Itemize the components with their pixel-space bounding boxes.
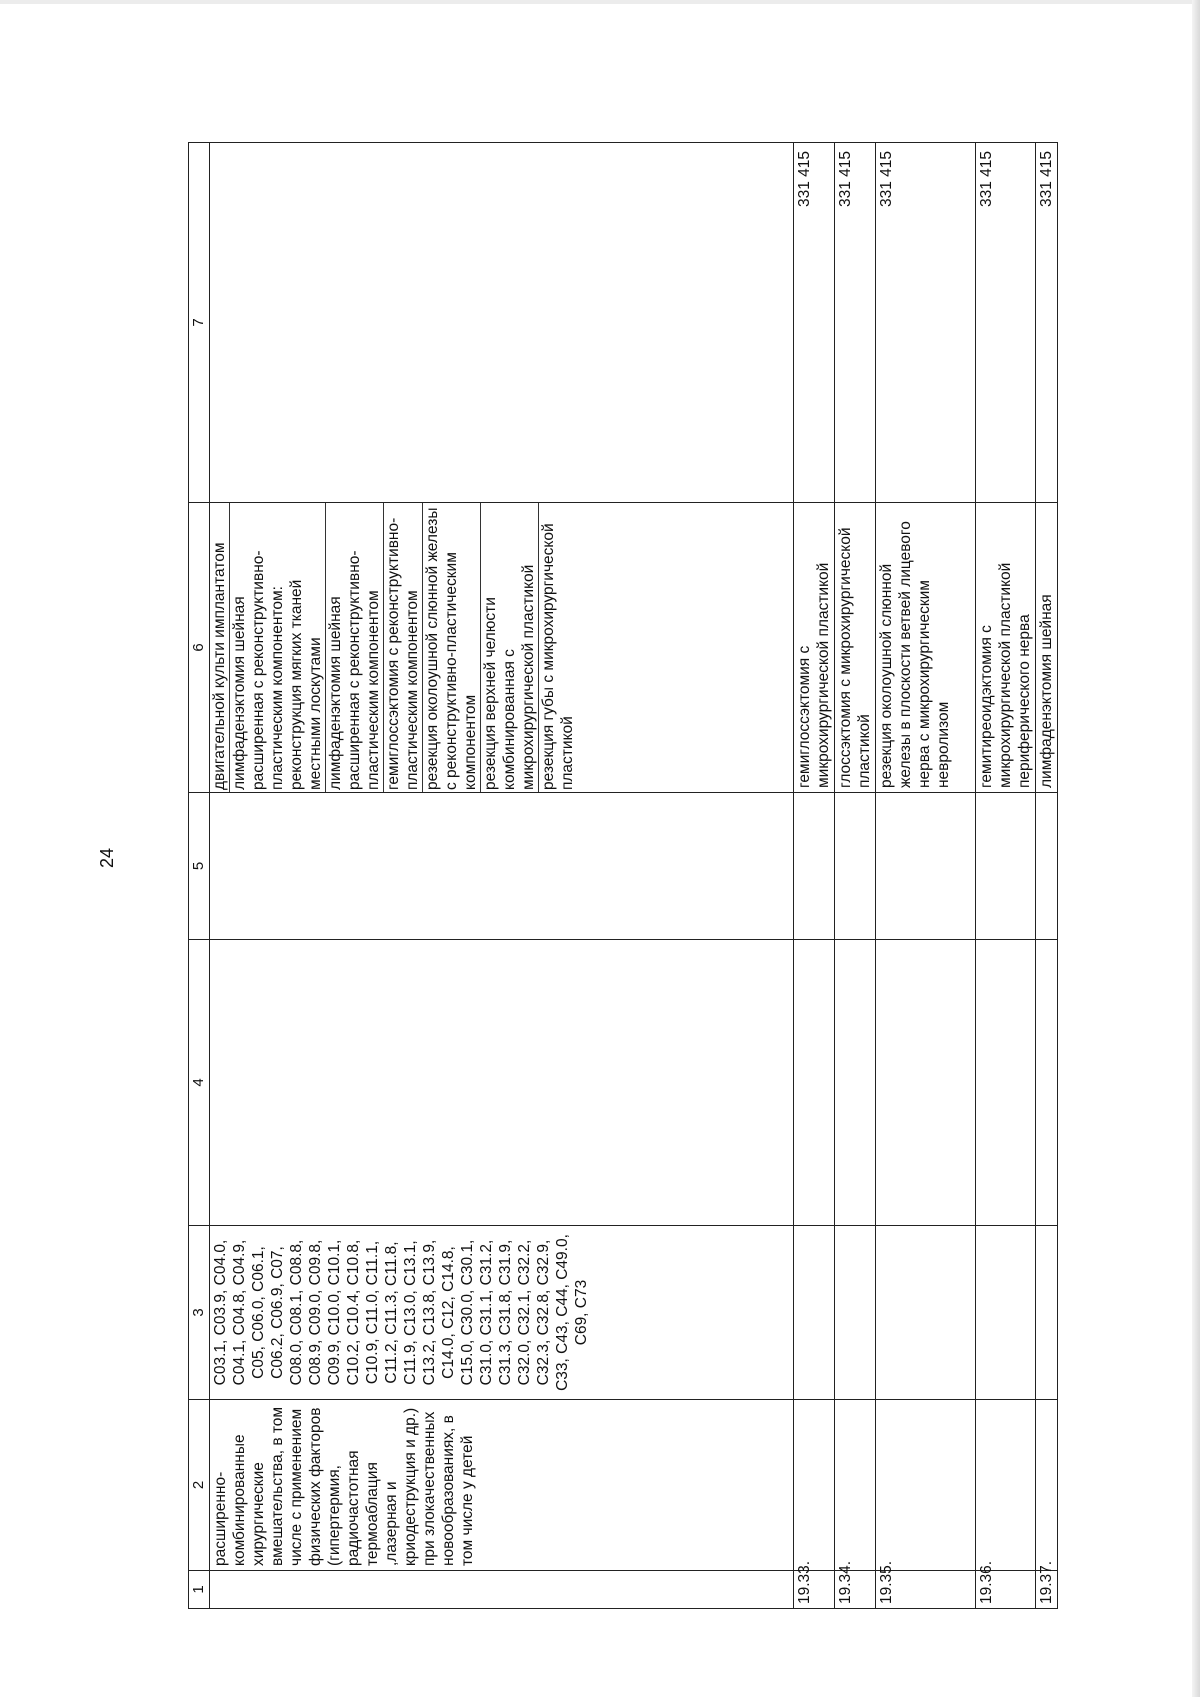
procedure-item: резекция верхней челюсти комбинированная с микрохирургической пластикой [481,503,539,792]
cell-icd-codes: C03.1, C03.9, C04.0, C04.1, C04.8, C04.9, C05, C06.0, C06.1, C06.2, C06.9, C07, C08.0, C08.1, C08.8, C08.9, C09.0, C09.8, C09.9, C10.0, C10.1, C10.2, C10.4, C10.8, C10.9, C11.0, C11.1, C11.2, C11.3, C11.8, C11.9, C13.0, C13.1, C13.2, C13.8, C13.9, C14.0, C12, C14.8, C15.0, C30.0, C30.1, C31.0, C31.1, C31.2, C31.3, C31.8, C31.9, C32.0, C32.1, C32.2, C32.3, C32.8, C32.9, C33, C43, C44, C49.0, C69, C73 [210,1226,794,1400]
row-price: 331 415 [976,143,1036,503]
cell-empty [1036,940,1058,1226]
cell-number [210,1571,794,1609]
col-header-5: 5 [189,793,210,940]
cell-empty [976,940,1036,1226]
procedure-item: двигательной культи имплантатом [210,503,230,792]
cell-empty [876,940,976,1226]
continuation-row [210,143,794,1609]
row-procedure: лимфаденэктомия шейная [1036,503,1058,793]
col-header-1: 1 [189,1571,210,1609]
row-procedure: глоссэктомия с микрохирургической пластикой [835,503,876,793]
row-number: 19.36. [976,1571,1036,1609]
scan-edge [0,0,1200,4]
row-price: 331 415 [794,143,835,503]
scan-shadow [1192,0,1200,1697]
table-row [794,143,835,1609]
procedure-item: резекция губы с микрохирургической пластикой [540,523,576,790]
table-row [976,143,1036,1609]
cell-empty [976,1400,1036,1571]
cell-method-description: расширенно-комбинированные хирургические вмешательства, в том числе с применением физических факторов (гипертермия, радиочастотная термоаблация ,лазерная и криодеструкция и др.) при злокачественных новообразованиях, в том числе у детей [210,1400,794,1571]
row-price: 331 415 [835,143,876,503]
row-number: 19.37. [1036,1571,1058,1609]
col-header-4: 4 [189,940,210,1226]
cell-col4 [210,940,794,1226]
procedures-table [188,142,1058,1609]
cell-empty [835,1400,876,1571]
row-number: 19.35. [876,1571,976,1609]
col-header-6: 6 [189,503,210,793]
cell-empty [1036,793,1058,940]
row-procedure: гемиглоссэктомия с микрохирургической пластикой [794,503,835,793]
cell-empty [835,793,876,940]
col-header-2: 2 [189,1400,210,1571]
row-price: 331 415 [876,143,976,503]
procedure-item: лимфаденэктомия шейная расширенная с реконструктивно-пластическим компонентом: реконструкция мягких тканей местными лоскутами [230,503,326,792]
col-header-3: 3 [189,1226,210,1400]
procedure-item: лимфаденэктомия шейная расширенная с реконструктивно-пластическим компонентом [326,503,384,792]
cell-empty [976,793,1036,940]
cell-empty [794,1400,835,1571]
cell-empty [835,940,876,1226]
cell-col5 [210,793,794,940]
row-number: 19.33. [794,1571,835,1609]
cell-price [210,143,794,503]
row-procedure: резекция околоушной слюнной железы в плоскости ветвей лицевого нерва с микрохирургическим невролизом [876,503,976,793]
cell-empty [794,793,835,940]
procedure-item: резекция околоушной слюнной железы с реконструктивно-пластическим компонентом [423,503,481,792]
table-row [835,143,876,1609]
cell-empty [794,940,835,1226]
header-row [189,143,210,1609]
cell-empty [794,1226,835,1400]
cell-empty [876,1226,976,1400]
cell-empty [835,1226,876,1400]
row-number: 19.34. [835,1571,876,1609]
cell-empty [1036,1226,1058,1400]
procedure-item: гемиглоссэктомия с реконструктивно-пластическим компонентом [384,503,423,792]
table-row [1036,143,1058,1609]
row-procedure: гемитиреоидэктомия с микрохирургической пластикой периферического нерва [976,503,1036,793]
cell-empty [876,793,976,940]
table-row [876,143,976,1609]
rotated-table-frame [188,143,1055,1609]
cell-procedures [210,503,794,793]
col-header-7: 7 [189,143,210,503]
row-price: 331 415 [1036,143,1058,503]
cell-empty [876,1400,976,1571]
cell-empty [1036,1400,1058,1571]
page-number: 24 [97,847,117,868]
cell-empty [976,1226,1036,1400]
